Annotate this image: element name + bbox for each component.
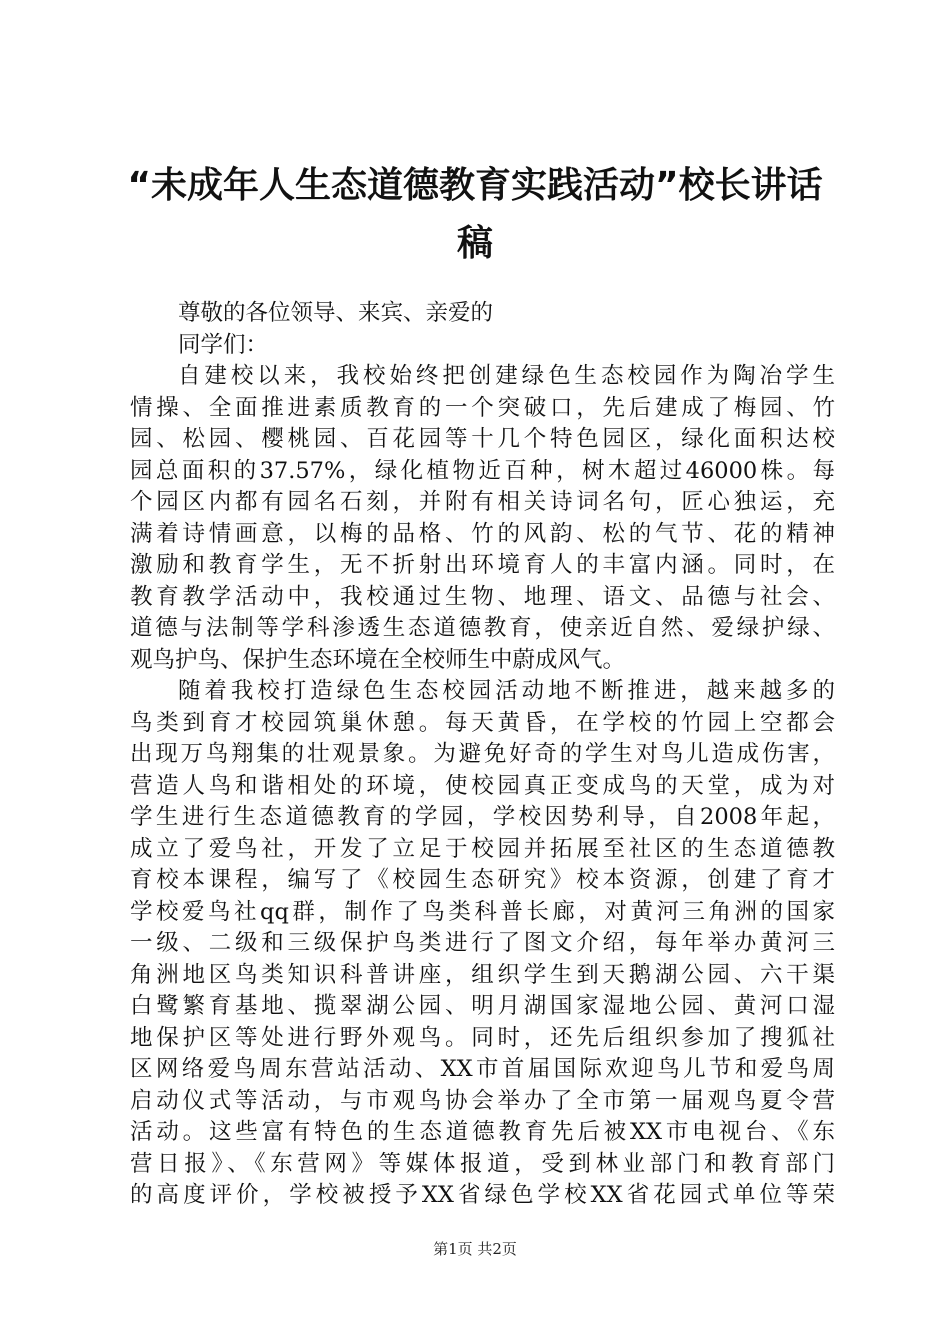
paragraph-2-line: 鸟类到育才校园筑巢休憩。每天黄昏，在学校的竹园上空都会 — [130, 709, 835, 736]
paragraph-2-line: 育校本课程，编写了《校园生态研究》校本资源，创建了育才 — [130, 867, 835, 893]
paragraph-1-line: 园总面积的37.57%，绿化植物近百种，树木超过46000株。每 — [130, 457, 835, 484]
paragraph-2-line: 出现万鸟翔集的壮观景象。为避免好奇的学生对鸟儿造成伤害， — [130, 741, 835, 767]
paragraph-2-line: 一级、二级和三级保护鸟类进行了图文介绍，每年举办黄河三 — [130, 930, 835, 956]
paragraph-1-line: 激励和教育学生，无不折射出环境育人的丰富内涵。同时，在 — [130, 552, 835, 578]
paragraph-1-line: 满着诗情画意，以梅的品格、竹的风韵、松的气节、花的精神 — [130, 520, 835, 547]
salutation-line: 尊敬的各位领导、来宾、亲爱的 — [178, 300, 494, 326]
paragraph-1-line: 园、松园、樱桃园、百花园等十几个特色园区，绿化面积达校 — [130, 426, 835, 452]
page-number-footer: 第1页 共2页 — [433, 1240, 517, 1258]
paragraph-1-line: 道德与法制等学科渗透生态道德教育，使亲近自然、爱绿护绿、 — [130, 615, 835, 641]
paragraph-2-line: 地保护区等处进行野外观鸟。同时，还先后组织参加了搜狐社 — [130, 1024, 835, 1051]
paragraph-2-line: 营日报》、《东营网》等媒体报道，受到林业部门和教育部门 — [130, 1150, 835, 1177]
paragraph-2-line: 白鹭繁育基地、揽翠湖公园、明月湖国家湿地公园、黄河口湿 — [130, 993, 835, 1019]
paragraph-2-line: 成立了爱鸟社，开发了立足于校园并拓展至社区的生态道德教 — [130, 835, 835, 862]
paragraph-1-line: 情操、全面推进素质教育的一个突破口，先后建成了梅园、竹 — [130, 394, 835, 421]
document-title-line-2: 稿 — [456, 223, 493, 264]
paragraph-2-line: 活动。这些富有特色的生态道德教育先后被XX市电视台、《东 — [130, 1119, 835, 1145]
document-title-line-1: “未成年人生态道德教育实践活动”校长讲话 — [127, 165, 823, 206]
paragraph-2-line: 学校爱鸟社qq群，制作了鸟类科普长廊，对黄河三角洲的国家 — [130, 898, 835, 925]
paragraph-2-line: 随着我校打造绿色生态校园活动地不断推进，越来越多的 — [178, 678, 835, 704]
paragraph-1-line: 自建校以来，我校始终把创建绿色生态校园作为陶冶学生 — [178, 363, 835, 389]
paragraph-2-line: 营造人鸟和谐相处的环境，使校园真正变成鸟的天堂，成为对 — [130, 772, 835, 799]
paragraph-1-line: 教育教学活动中，我校通过生物、地理、语文、品德与社会、 — [130, 583, 835, 610]
paragraph-2-line: 学生进行生态道德教育的学园，学校因势利导，自2008年起， — [130, 804, 835, 830]
paragraph-1-line: 观鸟护鸟、保护生态环境在全校师生中蔚成风气。 — [130, 646, 626, 673]
salutation-line: 同学们： — [178, 331, 269, 358]
document-body — [130, 298, 835, 1212]
paragraph-2-line: 区网络爱鸟周东营站活动、XX市首届国际欢迎鸟儿节和爱鸟周 — [130, 1056, 835, 1082]
paragraph-2-line: 的高度评价，学校被授予XX省绿色学校XX省花园式单位等荣 — [130, 1182, 835, 1208]
paragraph-2-line: 角洲地区鸟类知识科普讲座，组织学生到天鹅湖公园、六干渠 — [130, 961, 835, 988]
paragraph-2-line: 启动仪式等活动，与市观鸟协会举办了全市第一届观鸟夏令营 — [130, 1087, 835, 1114]
paragraph-1-line: 个园区内都有园名石刻，并附有相关诗词名句，匠心独运，充 — [130, 489, 835, 515]
